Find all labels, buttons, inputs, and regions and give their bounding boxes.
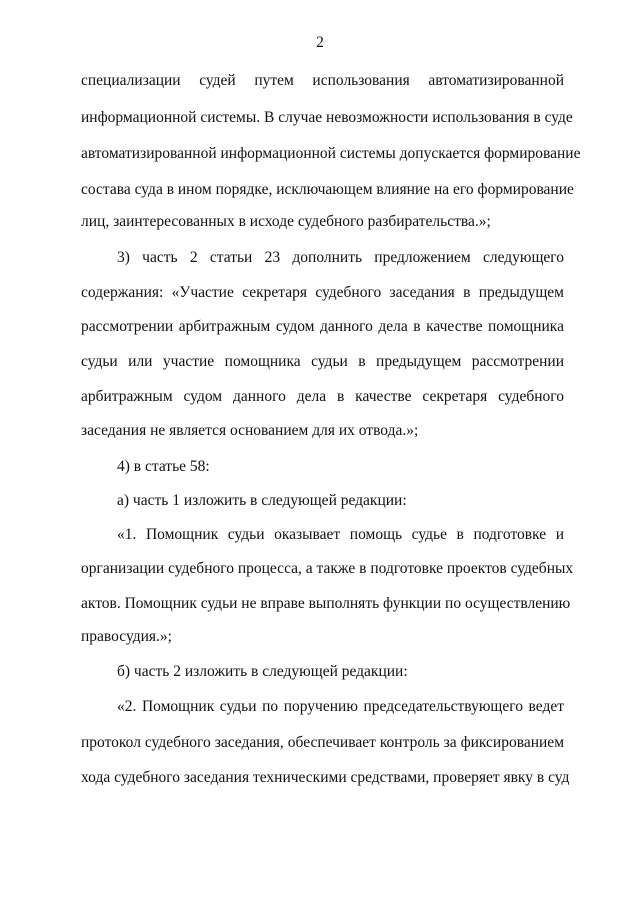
text-line: информационной системы. В случае невозможности использования в суде (81, 109, 573, 126)
text-line: содержания: «Участие секретаря судебного заседания в предыдущем (81, 284, 564, 301)
text-line: 4) в статье 58: (117, 458, 210, 475)
text-line: «2. Помощник судьи по поручению председательствующего ведет (117, 698, 564, 715)
text-line: состава суда в ином порядке, исключающем влияние на его формирование (81, 181, 574, 198)
text-line: хода судебного заседания техническими средствами, проверяет явку в суд (81, 769, 570, 786)
text-line: специализации судей путем использования автоматизированной (81, 72, 564, 89)
text-line: актов. Помощник судьи не вправе выполнять функции по осуществлению (81, 595, 571, 612)
page-number: 2 (316, 34, 324, 51)
text-line: а) часть 1 изложить в следующей редакции: (117, 492, 407, 509)
text-line: «1. Помощник судьи оказывает помощь судье в подготовке и (117, 526, 564, 543)
text-line: правосудия.»; (81, 628, 172, 645)
text-line: лиц, заинтересованных в исходе судебного разбирательства.»; (81, 213, 491, 230)
text-line: судьи или участие помощника судьи в предыдущем рассмотрении (81, 353, 564, 370)
text-line: заседания не является основанием для их отвода.»; (81, 422, 419, 439)
text-line: рассмотрении арбитражным судом данного дела в качестве помощника (81, 318, 564, 335)
text-line: б) часть 2 изложить в следующей редакции: (117, 663, 408, 680)
text-line: организации судебного процесса, а также в подготовке проектов судебных (81, 560, 574, 577)
text-line: арбитражным судом данного дела в качестве секретаря судебного (81, 388, 564, 405)
text-line: 3) часть 2 статьи 23 дополнить предложением следующего (117, 249, 564, 266)
text-line: протокол судебного заседания, обеспечивает контроль за фиксированием (81, 734, 564, 751)
text-line: автоматизированной информационной системы допускается формирование (81, 145, 581, 162)
